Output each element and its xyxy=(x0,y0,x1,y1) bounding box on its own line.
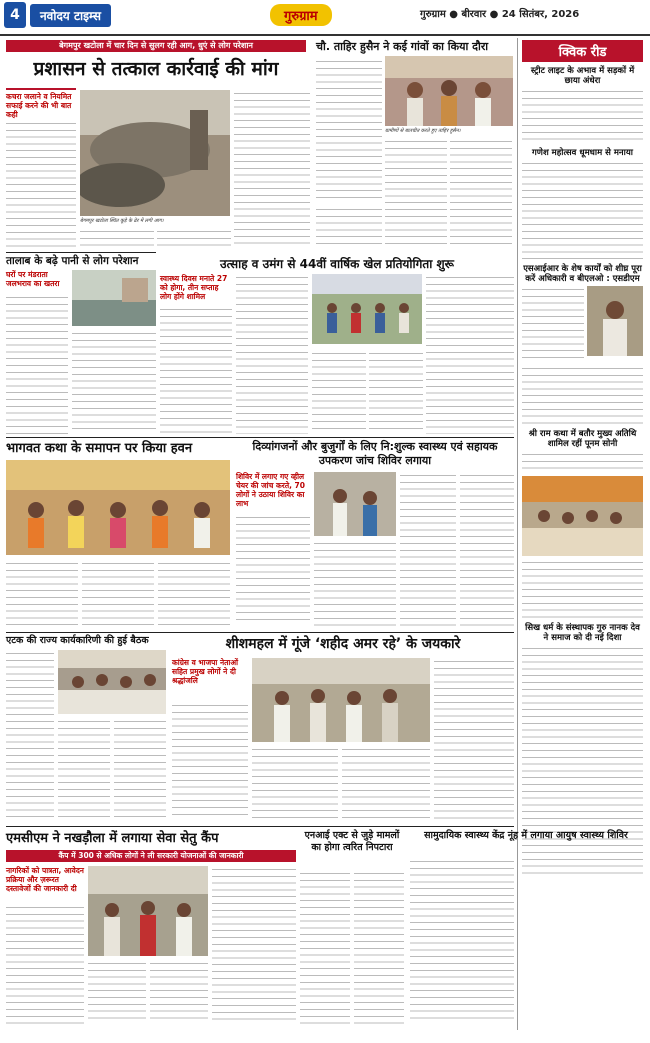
story9-body-col3 xyxy=(150,960,208,1024)
story6-body-col2 xyxy=(314,540,396,626)
story6-headline: दिव्यांगजनों और बुजुर्गों के लिए नि:शुल्क स्वास्थ्य एवं सहायक उपकरण जांच शिविर लगाया xyxy=(252,440,498,467)
story9-photo xyxy=(88,866,208,956)
story9-body-col4 xyxy=(212,866,296,1024)
story1-photo xyxy=(80,90,230,216)
story10-body-col2 xyxy=(354,870,404,1024)
story4-headline: उत्साह व उमंग से 44वीं वार्षिक खेल प्रतियोगिता शुरू xyxy=(220,257,454,271)
story11-headline: सामुदायिक स्वास्थ्य केंद्र नूंह में लगाया आयुष स्वास्थ्य शिविर xyxy=(424,830,628,841)
story8-subhead: कांग्रेस व भाजपा नेताओं सहित प्रमुख लोगों ने दी श्रद्धांजलि xyxy=(172,658,239,685)
story5-headline: भागवत कथा के समापन पर किया हवन xyxy=(6,441,193,456)
story6-body-col1 xyxy=(236,514,310,626)
story1-body-col4 xyxy=(234,90,310,248)
story7-body-col3 xyxy=(114,718,166,820)
divider xyxy=(6,252,156,253)
story8-body-col1 xyxy=(172,702,248,820)
story2-body-col3 xyxy=(450,138,512,246)
story7-body-col2 xyxy=(58,718,110,820)
story4-body-col2 xyxy=(236,274,308,434)
sidebar-item-1-body xyxy=(522,88,643,144)
story6-photo xyxy=(314,472,396,536)
divider xyxy=(6,437,514,438)
story1-caption: बेगमपुर खटोला स्थित कूड़े के ढेर में लगी आग। xyxy=(80,218,164,224)
dateline: गुरुग्राम ● बीरवार ● 24 सितंबर, 2026 xyxy=(420,9,580,20)
story1-kicker: बेगमपुर खटोला में चार दिन से सुलग रही आग, धुएं से लोग परेशान xyxy=(6,40,306,52)
story9-headline: एमसीएम ने नखड़ौला में लगाया सेवा सेतु कैंप xyxy=(6,831,219,846)
story10-headline: एनआई एक्ट से जुड़े मामलों का होगा त्वरित निपटारा xyxy=(304,830,400,853)
story4-body-col4 xyxy=(369,350,423,434)
sidebar-item-1-headline: स्ट्रीट लाइट के अभाव में सड़कों में छाया अंधेरा xyxy=(530,66,635,86)
story5-body-col1 xyxy=(6,560,78,630)
waterlogging-image xyxy=(72,270,156,326)
page-number: 4 xyxy=(4,2,26,28)
sidebar-item-4-headline: श्री राम कथा में बतौर मुख्य अतिथि शामिल रहीं पूनम सोनी xyxy=(528,429,637,449)
sidebar-item-2-headline: गणेश महोत्सव धूमधाम से मनाया xyxy=(532,148,633,158)
story1-body-col2 xyxy=(80,228,154,248)
quick-read-sidebar xyxy=(517,38,647,1030)
quick-read-title: क्विक रीड xyxy=(522,40,643,62)
sidebar-item-5-headline: सिख धर्म के संस्थापक गुरु नानक देव ने समाज को दी नई दिशा xyxy=(525,623,640,643)
story3-photo xyxy=(72,270,156,326)
story6-subhead: शिविर में लगाए गए व्हील चेयर की जांच करते, 70 लोगों ने उठाया शिविर का लाभ xyxy=(236,472,305,508)
smoke-scene-image xyxy=(80,90,230,216)
sidebar-item-2-body xyxy=(522,160,643,260)
sports-event-image xyxy=(312,274,422,344)
section-name: गुरुग्राम xyxy=(270,4,332,26)
village-visit-image xyxy=(385,56,513,126)
story3-body-col1 xyxy=(6,294,68,434)
story4-subhead: स्वास्थ्य दिवस मनाते 27 को होगा, तीन सप्ताह लोग होंगे शामिल xyxy=(160,274,228,301)
sidebar-item-4-body-b xyxy=(522,559,643,619)
story7-body-col1 xyxy=(6,650,54,820)
divider xyxy=(6,826,514,827)
sidebar-item-4-photo xyxy=(522,476,643,556)
story9-subhead: कैंप में 300 से अधिक लोगों ने ली सरकारी योजनाओं की जानकारी xyxy=(6,850,296,862)
story4-body-col1 xyxy=(160,306,232,434)
story2-caption: ग्रामीणों से बातचीत करते हुए ताहिर हुसैन। xyxy=(385,128,461,134)
story4-body-col3 xyxy=(312,350,366,434)
story8-body-col2 xyxy=(252,746,338,820)
paper-name: नवोदय टाइम्स xyxy=(30,4,111,27)
story8-body-col3 xyxy=(342,746,430,820)
story6-body-col4 xyxy=(460,472,514,626)
story2-body-col2 xyxy=(385,138,447,246)
havan-ceremony-image xyxy=(6,460,230,555)
story1-body-col3 xyxy=(157,228,231,248)
sidebar-item-3-headline: एसआईआर के शेष कार्यों को शीघ्र पूरा करें अधिकारी व बीएलओ : एसडीएम xyxy=(523,264,642,284)
story1-subhead: कचरा जलाने व नियमित सफाई करने की भी बात कही xyxy=(6,88,76,116)
story8-headline: शीशमहल में गूंजे ‘शहीद अमर रहे’ के जयकारे xyxy=(225,636,461,652)
story3-subhead: घरों पर मंडराता जलभराव का खतरा xyxy=(6,270,60,288)
story2-photo xyxy=(385,56,513,126)
story5-body-col3 xyxy=(158,560,230,630)
story6-body-col3 xyxy=(400,472,456,626)
story8-photo xyxy=(252,658,430,742)
sidebar-item-3-body-b xyxy=(522,365,643,425)
story7-headline: एटक की राज्य कार्यकारिणी की हुई बैठक xyxy=(6,635,149,646)
sidebar-item-3-body xyxy=(522,286,584,362)
story1-body-col1 xyxy=(6,120,76,248)
story5-photo xyxy=(6,460,230,555)
story2-body-col1b xyxy=(316,206,382,248)
story7-photo xyxy=(58,650,166,714)
officials-meeting-image xyxy=(587,286,643,356)
story9-body-col1 xyxy=(6,904,84,1024)
story1-headline: प्रशासन से तत्काल कार्रवाई की मांग xyxy=(33,58,279,80)
story9-bullet: नागरिकों को पात्रता, आवेदन प्रक्रिया और ज़रूरत दस्तावेजों की जानकारी दी xyxy=(6,866,84,893)
ram-katha-event-image xyxy=(522,476,643,556)
sidebar-item-3-photo xyxy=(587,286,643,356)
story3-body-col2 xyxy=(72,330,156,434)
divider xyxy=(6,632,514,633)
story3-headline: तालाब के बढ़े पानी से लोग परेशान xyxy=(6,255,139,267)
story5-body-col2 xyxy=(82,560,154,630)
story2-headline: चौ. ताहिर हुसैन ने कई गांवों का किया दौरा xyxy=(316,40,489,53)
health-camp-image xyxy=(314,472,396,536)
story2-body-col1 xyxy=(316,58,382,203)
story9-body-col2 xyxy=(88,960,146,1024)
story10-body-col1 xyxy=(300,870,350,1024)
story4-photo xyxy=(312,274,422,344)
story4-body-col5 xyxy=(426,274,514,434)
tribute-ceremony-image xyxy=(252,658,430,742)
seva-camp-image xyxy=(88,866,208,956)
story8-body-col4 xyxy=(434,658,514,820)
union-meeting-image xyxy=(58,650,166,714)
story11-body-col1 xyxy=(410,858,514,1024)
masthead xyxy=(0,0,650,36)
sidebar-item-4-body xyxy=(522,451,643,473)
